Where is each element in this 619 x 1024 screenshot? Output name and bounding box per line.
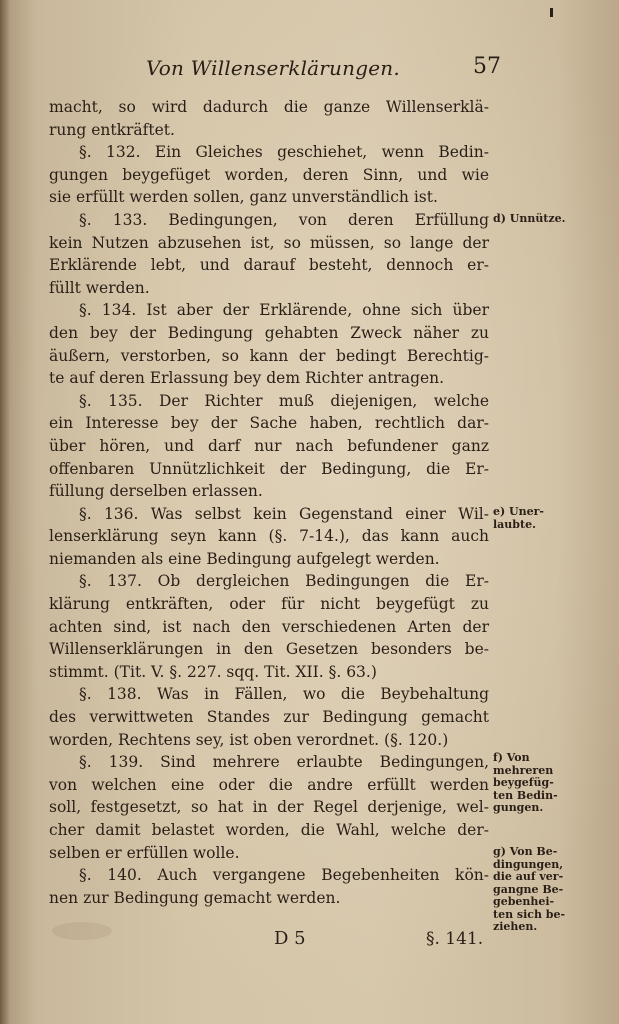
text-line: cher damit belastet worden, die Wahl, welche der- [49, 821, 489, 839]
margin-note-unnuetze: d) Unnütze. [493, 212, 566, 225]
text-line: nen zur Bedingung gemacht werden. [49, 888, 341, 907]
text-line: füllt werden. [49, 278, 150, 297]
catchword: §. 141. [426, 929, 484, 949]
body-text [49, 96, 489, 909]
text-line: äußern, verstorben, so kann der bedingt Berechtig- [49, 346, 489, 365]
text-line: offenbaren Unnützlichkeit der Bedingung, die Er- [49, 459, 489, 478]
text-line: sie erfüllt werden sollen, ganz unverständlich ist. [49, 188, 438, 207]
text-line: den bey der Bedingung gehabten Zweck näher zu [49, 323, 489, 342]
paragraph-139: §. 139. Sind mehrere erlaubte Bedingungen, [79, 753, 489, 772]
running-title: Von Willenserklärungen. [146, 56, 400, 80]
text-line: soll, festgesetzt, so hat in der Regel derjenige, wel- [49, 798, 489, 817]
text-line: worden, Rechtens sey, ist oben verordnet. (§. 120.) [49, 730, 449, 749]
text-line: über hören, und darf nur nach befundener ganz [49, 436, 489, 455]
paragraph-135: §. 135. Der Richter muß diejenigen, welche [79, 391, 489, 410]
ink-mark [550, 8, 553, 17]
text-line: gungen beygefüget worden, deren Sinn, und wie [49, 165, 489, 184]
paragraph-138: §. 138. Was in Fällen, wo die Beybehaltung [79, 685, 489, 704]
text-line: selben er erfüllen wolle. [49, 843, 240, 862]
text-line: niemanden als eine Bedingung aufgelegt werden. [49, 549, 440, 568]
paragraph-136: §. 136. Was selbst kein Gegenstand einer Wil- [79, 504, 489, 523]
text-line: Willenserklärungen in den Gesetzen besonders be- [49, 640, 489, 659]
margin-note-unerlaubte: e) Uner- laubte. [493, 505, 544, 531]
paragraph-134: §. 134. Ist aber der Erklärende, ohne sich über [79, 301, 489, 320]
page-header [146, 52, 501, 86]
page-number: 57 [473, 54, 501, 79]
paragraph-133: §. 133. Bedingungen, von deren Erfüllung [79, 210, 489, 229]
text-line: klärung entkräften, oder für nicht beygefügt zu [49, 595, 489, 614]
text-line: lenserklärung seyn kann (§. 7-14.), das kann auch [49, 527, 489, 546]
signature-mark: D 5 [274, 928, 306, 949]
text-line: kein Nutzen abzusehen ist, so müssen, so lange der [49, 233, 489, 252]
margin-note-mehreren-bedingungen: f) Von mehreren beygefüg- ten Bedin- gungen. [493, 751, 558, 814]
text-line: füllung derselben erlassen. [49, 482, 263, 501]
margin-note-vergangene-begebenheiten: g) Von Be- dingungen, die auf ver- gangne Be- gebenhei- ten sich be- ziehen. [493, 845, 566, 933]
text-line: ein Interesse bey der Sache haben, rechtlich dar- [49, 414, 489, 433]
text-line: stimmt. (Tit. V. §. 227. sqq. Tit. XII. §. 63.) [49, 662, 377, 681]
text-line: rung entkräftet. [49, 120, 175, 139]
text-line: des verwittweten Standes zur Bedingung gemacht [49, 708, 489, 727]
paragraph-132: §. 132. Ein Gleiches geschiehet, wenn Bedin- [79, 143, 489, 162]
page-edge-shadow [0, 0, 10, 1024]
text-line: te auf deren Erlassung bey dem Richter antragen. [49, 369, 445, 388]
text-line: von welchen eine oder die andre erfüllt werden [49, 775, 489, 794]
paragraph-137: §. 137. Ob dergleichen Bedingungen die Er- [79, 572, 489, 591]
page-footer [0, 928, 619, 954]
text-line: achten sind, ist nach den verschiedenen Arten der [49, 617, 489, 636]
paragraph-140: §. 140. Auch vergangene Begebenheiten kön- [79, 866, 489, 885]
text-line: macht, so wird dadurch die ganze Willenserklä- [49, 98, 489, 116]
text-line: Erklärende lebt, und darauf besteht, dennoch er- [49, 256, 489, 275]
